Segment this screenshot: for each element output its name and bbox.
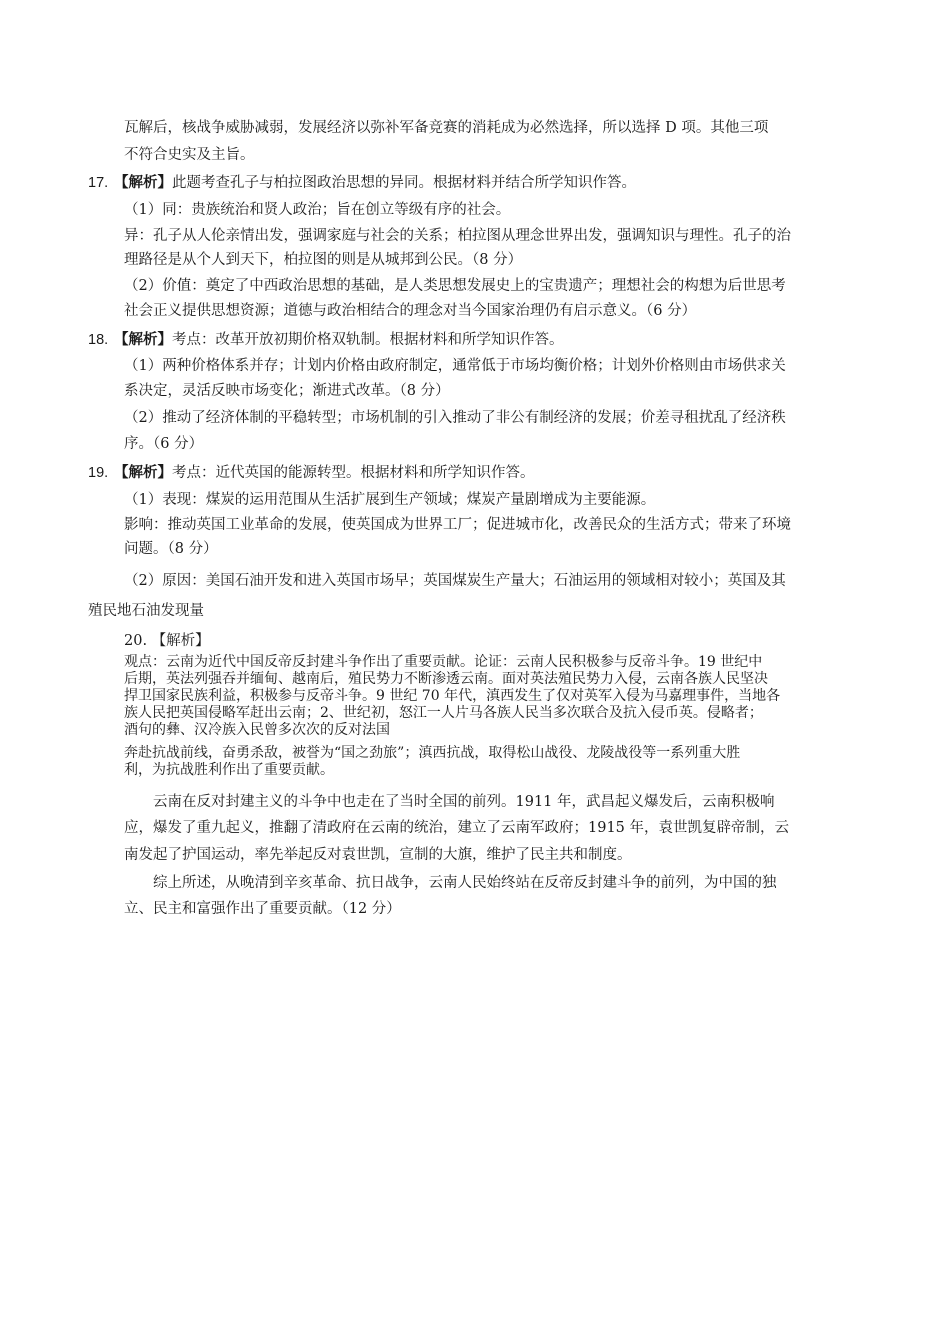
- q20-dense-line-4: 族人民把英国侵略军赶出云南；2、世纪初，怒江一人片马各族人民当多次联合及抗入侵币英。侵略者；: [124, 705, 763, 721]
- q20-dense-line-2: 后期，英法列强吞并缅甸、越南后，殖民势力不断渗透云南。面对英法殖民势力入侵，云南各族人民坚决: [124, 671, 768, 687]
- q20-para3-line-2: 立、民主和富强作出了重要贡献。（12 分）: [124, 901, 401, 917]
- q20-dense-line-3: 捍卫国家民族利益，积极参与反帝斗争。9 世纪 70 年代，滇西发生了仅对英军入侵为马嘉理事件，当地各: [124, 688, 781, 704]
- q17-value-line-2: 社会正义提供思想资源；道德与政治相结合的理念对当今国家治理仍有启示意义。（6 分）: [124, 303, 697, 319]
- q19-tag: 【解析】: [114, 464, 172, 481]
- q19-part2-line-1: （2）原因：美国石油开发和进入英国市场早；英国煤炭生产量大；石油运用的领域相对较小；英国及其: [124, 573, 786, 589]
- q18-heading: [114, 330, 564, 350]
- q20-dense-line-7: 利，为抗战胜利作出了重要贡献。: [124, 762, 334, 778]
- intro-line-1: 瓦解后，核战争威胁减弱，发展经济以弥补军备竞赛的消耗成为必然选择，所以选择 D 项。其他三项: [124, 120, 769, 136]
- q18-title: 考点：改革开放初期价格双轨制。根据材料和所学知识作答。: [172, 332, 564, 348]
- q20-para3-line-1: 综上所述，从晚清到辛亥革命、抗日战争，云南人民始终站在反帝反封建斗争的前列，为中国的独: [153, 875, 777, 891]
- q17-heading: [114, 173, 636, 193]
- q19-title: 考点：近代英国的能源转型。根据材料和所学知识作答。: [172, 465, 535, 481]
- q19-part1: （1）表现：煤炭的运用范围从生活扩展到生产领域；煤炭产量剧增成为主要能源。: [124, 492, 656, 508]
- q18-part2-line-1: （2）推动了经济体制的平稳转型；市场机制的引入推动了非公有制经济的发展；价差寻租扰乱了经济秩: [124, 410, 786, 426]
- q17-number: 17.: [88, 175, 109, 191]
- q17-tag: 【解析】: [114, 174, 172, 191]
- q17-part1: （1）同：贵族统治和贤人政治；旨在创立等级有序的社会。: [124, 202, 511, 218]
- q20-para2-line-1: 云南在反对封建主义的斗争中也走在了当时全国的前列。1911 年，武昌起义爆发后，云南积极响: [153, 794, 775, 810]
- q20-heading: 20. 【解析】: [124, 633, 210, 649]
- q17-value-line-1: （2）价值：奠定了中西政治思想的基础，是人类思想发展史上的宝贵遗产；理想社会的构想为后世思考: [124, 278, 786, 294]
- q19-impact-line-2: 问题。（8 分）: [124, 541, 218, 557]
- intro-line-2: 不符合史实及主旨。: [124, 147, 255, 163]
- q18-number: 18.: [88, 332, 109, 348]
- q20-para2-line-2: 应，爆发了重九起义，推翻了清政府在云南的统治，建立了云南军政府；1915 年，袁世凯复辟帝制，云: [124, 820, 790, 836]
- q20-dense-line-1: 观点：云南为近代中国反帝反封建斗争作出了重要贡献。论证：云南人民积极参与反帝斗争。19 世纪中: [124, 654, 763, 670]
- q18-part2-line-2: 序。（6 分）: [124, 436, 204, 452]
- q17-diff-line-2: 理路径是从个人到天下，柏拉图的则是从城邦到公民。（8 分）: [124, 252, 523, 268]
- q20-dense-line-5: 酒句的彝、汉冷族入民曾多次次的反对法国: [124, 722, 390, 738]
- q18-part1-line-2: 系决定，灵活反映市场变化；渐进式改革。（8 分）: [124, 383, 450, 399]
- q19-part2-line-2: 殖民地石油发现量: [88, 603, 204, 619]
- q20-dense-line-6: 奔赴抗战前线，奋勇杀敌，被誉为“国之劲旅”；滇西抗战，取得松山战役、龙陵战役等一系列重大胜: [124, 745, 741, 761]
- q19-number: 19.: [88, 465, 109, 481]
- q19-impact-line-1: 影响：推动英国工业革命的发展，使英国成为世界工厂；促进城市化，改善民众的生活方式；带来了环境: [124, 517, 791, 533]
- q20-para2-line-3: 南发起了护国运动，率先举起反对袁世凯，宣制的大旗，维护了民主共和制度。: [124, 847, 632, 863]
- q18-tag: 【解析】: [114, 331, 172, 348]
- q18-part1-line-1: （1）两种价格体系并存；计划内价格由政府制定，通常低于市场均衡价格；计划外价格则由市场供求关: [124, 358, 786, 374]
- q17-title: 此题考查孔子与柏拉图政治思想的异同。根据材料并结合所学知识作答。: [172, 175, 636, 191]
- q17-diff-line-1: 异：孔子从人伦亲情出发，强调家庭与社会的关系；柏拉图从理念世界出发，强调知识与理性。孔子的治: [124, 228, 791, 244]
- q19-heading: [114, 463, 535, 483]
